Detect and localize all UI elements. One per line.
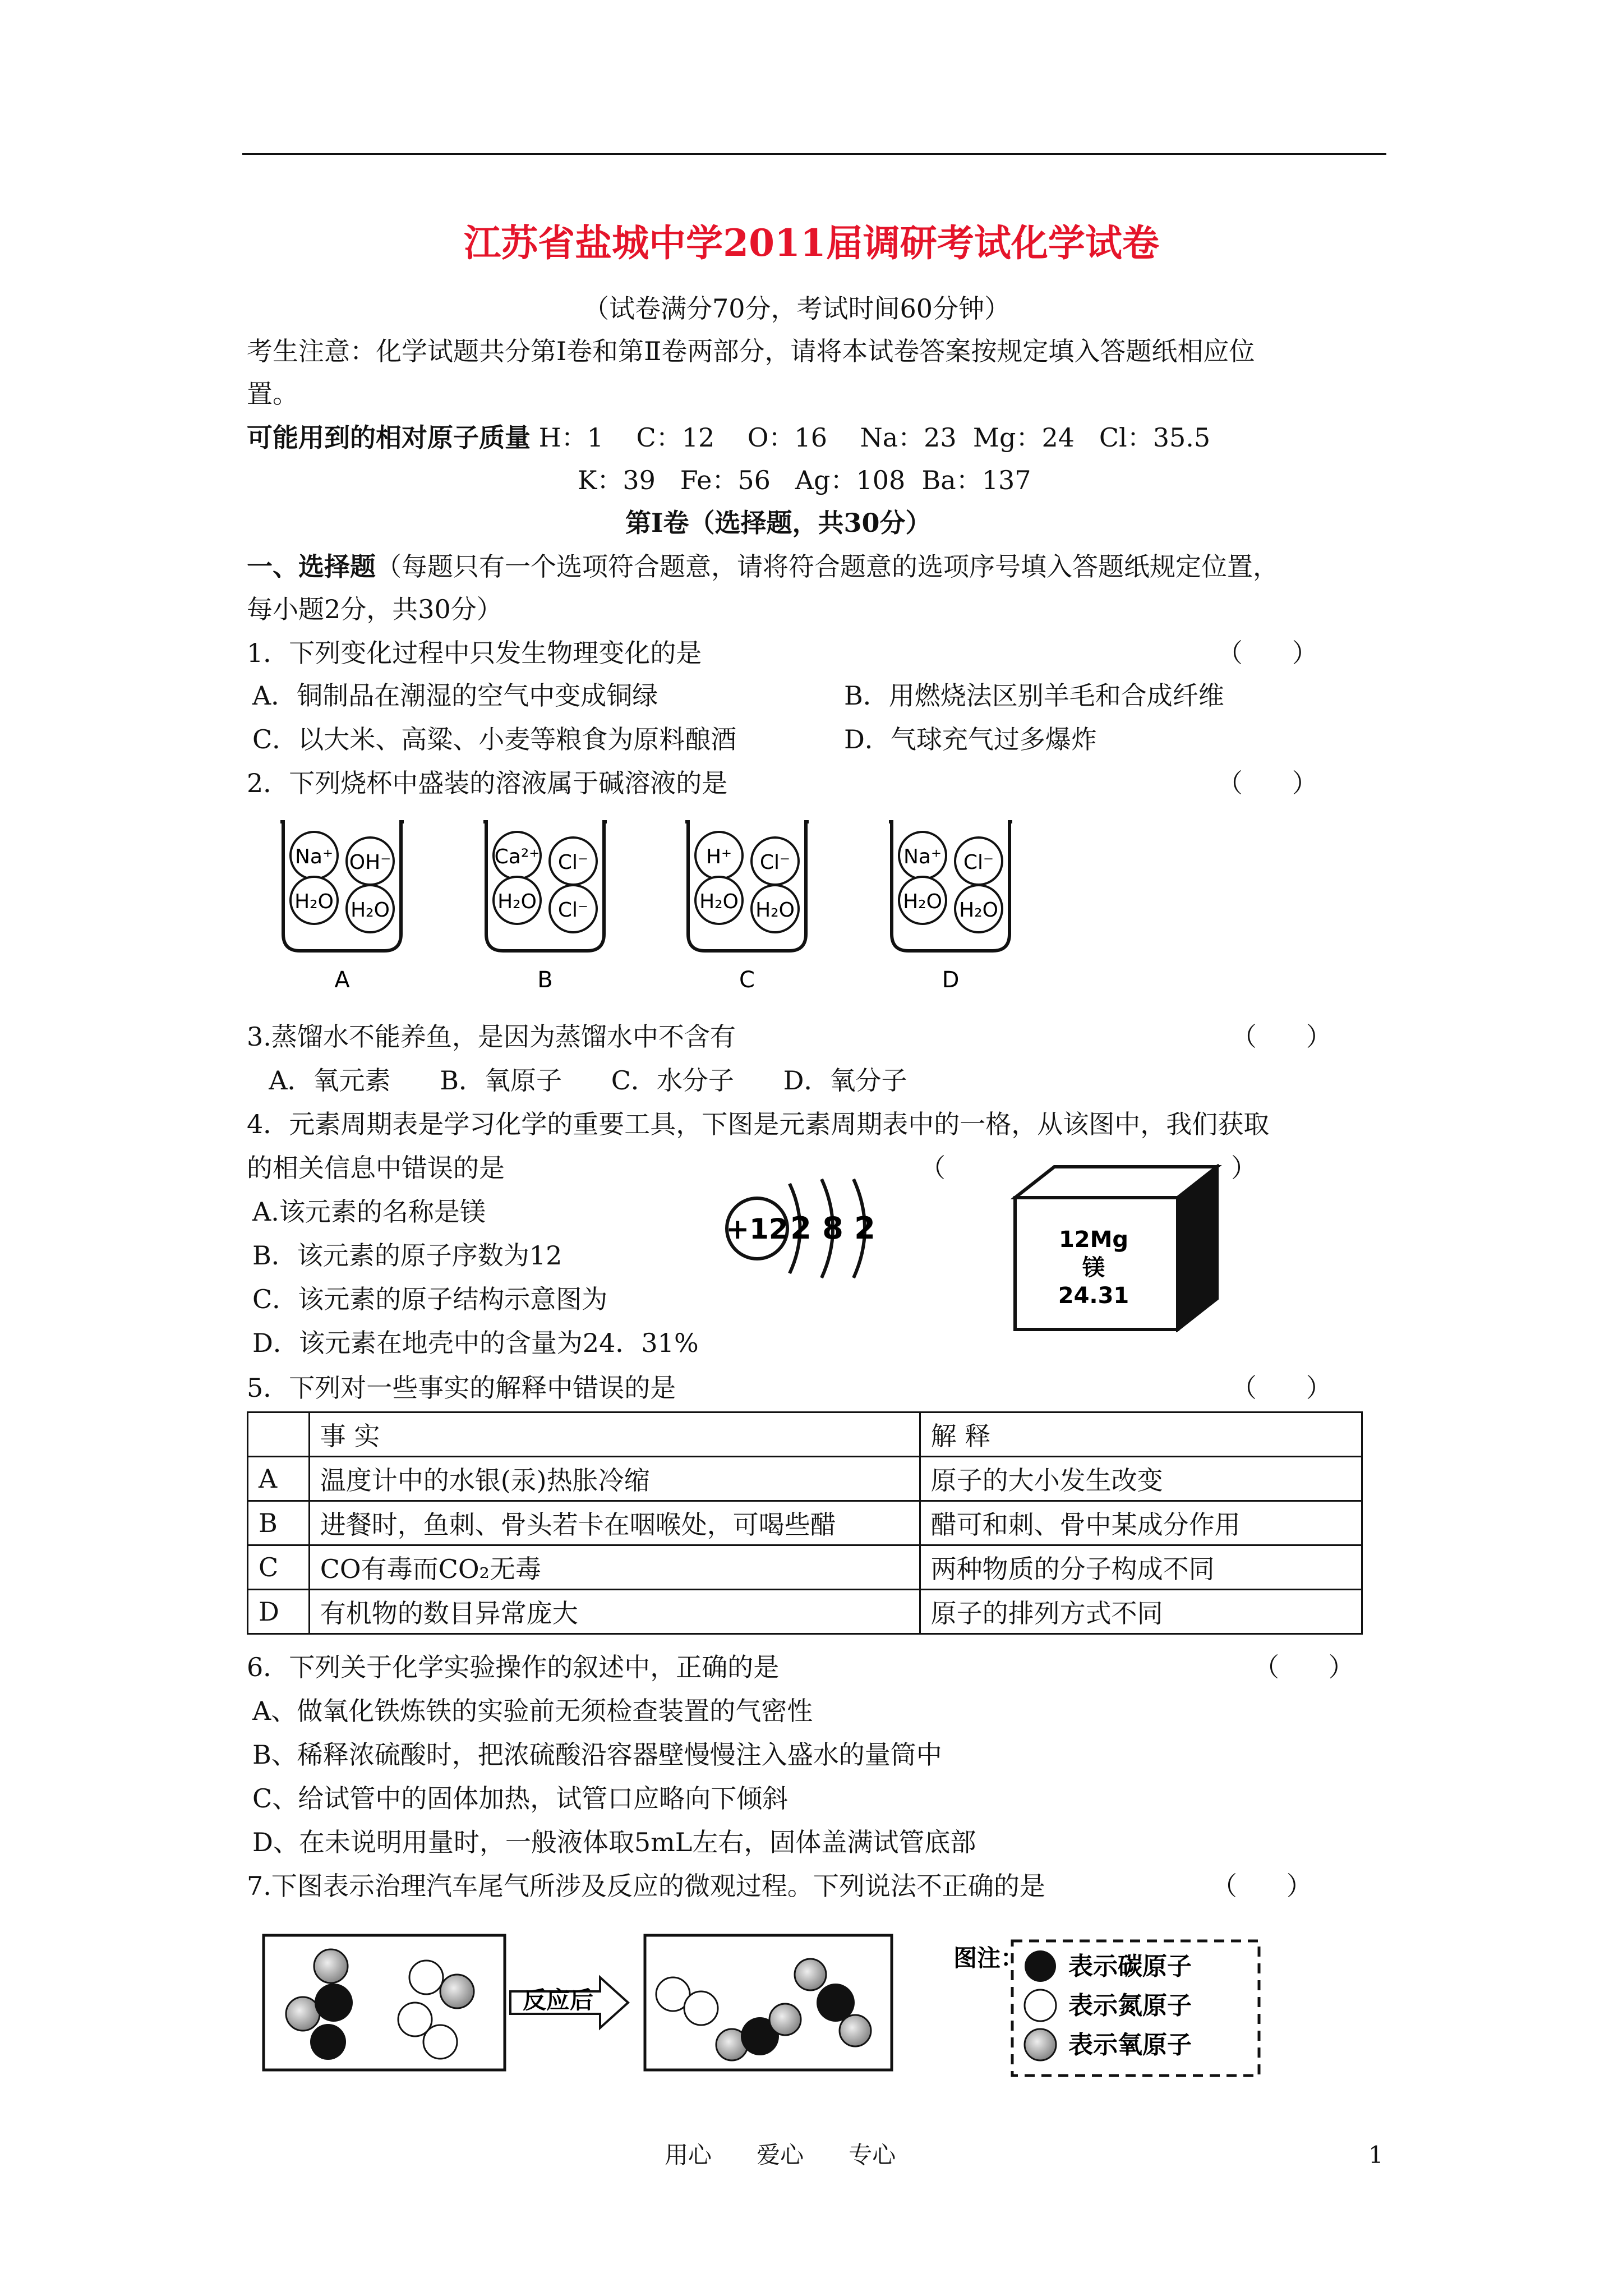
q5-answer-paren: （ ） bbox=[1231, 1373, 1332, 1403]
ion-label: Cl⁻ bbox=[557, 851, 589, 874]
table-cell: 原子的大小发生改变 bbox=[920, 1457, 1362, 1501]
ion-label: Ca²⁺ bbox=[494, 845, 540, 868]
table-cell: B bbox=[248, 1501, 310, 1545]
footer-motto: 用心 爱心 专心 bbox=[665, 2141, 896, 2169]
q3-stem: 3.蒸馏水不能养鱼，是因为蒸馏水中不含有 bbox=[247, 1022, 736, 1052]
table-header-row bbox=[248, 1412, 1362, 1457]
reaction-diagram bbox=[258, 1924, 1267, 2092]
q6-stem: 6．下列关于化学实验操作的叙述中，正确的是 bbox=[247, 1652, 780, 1682]
table-row bbox=[248, 1457, 1362, 1501]
shell-electrons-2: 8 bbox=[822, 1211, 843, 1246]
q6-answer-paren: （ ） bbox=[1253, 1652, 1354, 1682]
legend-title: 图注： bbox=[953, 1944, 1025, 1972]
ion-label: Cl⁻ bbox=[759, 851, 791, 874]
q4-option-a: A.该元素的名称是镁 bbox=[252, 1197, 486, 1227]
table-cell: D bbox=[248, 1590, 310, 1634]
q6-option-d: D、在未说明用量时，一般液体取5mL左右，固体盖满试管底部 bbox=[252, 1827, 976, 1857]
table-cell: 温度计中的水银(汞)热胀冷缩 bbox=[309, 1457, 920, 1501]
ion-label: H₂O bbox=[699, 890, 739, 913]
legend-item-oxygen: 表示氧原子 bbox=[1068, 2031, 1192, 2059]
ion-label: Na⁺ bbox=[903, 845, 942, 868]
beaker-label: D bbox=[942, 967, 960, 993]
atomic-mass-line-1 bbox=[247, 421, 1210, 454]
q7-stem: 7.下图表示治理汽车尾气所涉及反应的微观过程。下列说法不正确的是 bbox=[247, 1871, 1045, 1901]
q7-answer-paren: （ ） bbox=[1211, 1871, 1312, 1901]
table-cell: 有机物的数目异常庞大 bbox=[309, 1590, 920, 1634]
q1-option-b: B．用燃烧法区别羊毛和合成纤维 bbox=[844, 680, 1224, 711]
table-cell: 进餐时，鱼刺、骨头若卡在咽喉处，可喝些醋 bbox=[309, 1501, 920, 1545]
cell-symbol: 12Mg bbox=[1058, 1227, 1129, 1253]
table-cell: 解 释 bbox=[920, 1412, 1362, 1457]
table-row bbox=[248, 1590, 1362, 1634]
q4-stem-1: 4．元素周期表是学习化学的重要工具，下图是元素周期表中的一格，从该图中，我们获取 bbox=[247, 1109, 1270, 1139]
oxygen-atom-icon bbox=[1025, 2029, 1056, 2060]
q1-option-a: A．铜制品在潮湿的空气中变成铜绿 bbox=[252, 680, 658, 711]
table-cell: C bbox=[248, 1545, 310, 1590]
q6-option-b: B、稀释浓硫酸时，把浓硫酸沿容器壁慢慢注入盛水的量筒中 bbox=[252, 1740, 942, 1770]
ion-label: Cl⁻ bbox=[963, 851, 994, 874]
q5-stem: 5．下列对一些事实的解释中错误的是 bbox=[247, 1373, 676, 1403]
q1-stem: 1．下列变化过程中只发生物理变化的是 bbox=[247, 638, 702, 668]
table-row bbox=[248, 1501, 1362, 1545]
q6-option-a: A、做氧化铁炼铁的实验前无须检查装置的气密性 bbox=[252, 1696, 813, 1726]
page-title: 江苏省盐城中学2011届调研考试化学试卷 bbox=[464, 221, 1159, 265]
q1-option-c: C．以大米、高粱、小麦等粮食为原料酿酒 bbox=[252, 724, 737, 754]
q5-facts-table bbox=[247, 1411, 1363, 1635]
score-note: （试卷满分70分，考试时间60分钟） bbox=[583, 293, 1011, 324]
q1-option-d: D．气球充气过多爆炸 bbox=[844, 724, 1097, 754]
q4-option-c: C．该元素的原子结构示意图为 bbox=[252, 1284, 608, 1314]
q1-answer-paren: （ ） bbox=[1217, 638, 1318, 668]
page-number: 1 bbox=[1368, 2141, 1384, 2169]
ion-label: H⁺ bbox=[706, 845, 732, 868]
table-row bbox=[248, 1545, 1362, 1590]
beaker-b bbox=[483, 822, 607, 993]
cell-name: 镁 bbox=[1082, 1255, 1105, 1281]
beaker-label: B bbox=[537, 967, 553, 993]
q4-paren-right: ） bbox=[1231, 1153, 1257, 1183]
beaker-a bbox=[280, 822, 404, 993]
arrow-label: 反应后 bbox=[522, 1986, 594, 2014]
ion-label: Na⁺ bbox=[295, 845, 333, 868]
q4-option-d: D．该元素在地壳中的含量为24．31% bbox=[252, 1328, 699, 1358]
shell-electrons-3: 2 bbox=[854, 1211, 875, 1246]
section-heading: 第Ⅰ卷（选择题，共30分） bbox=[625, 508, 932, 538]
q6-option-c: C、给试管中的固体加热，试管口应略向下倾斜 bbox=[252, 1783, 789, 1814]
q3-answer-paren: （ ） bbox=[1231, 1022, 1332, 1052]
ion-label: H₂O bbox=[294, 890, 334, 913]
nitrogen-atom-icon bbox=[1025, 1990, 1056, 2021]
ion-label: H₂O bbox=[755, 899, 795, 922]
beaker-c bbox=[685, 822, 809, 993]
table-cell: A bbox=[248, 1457, 310, 1501]
atomic-mass-line-2: K：39 Fe：56 Ag：108 Ba：137 bbox=[578, 465, 1031, 495]
beaker-d bbox=[889, 822, 1012, 993]
carbon-atom-icon bbox=[1025, 1950, 1056, 1982]
periodic-table-cell bbox=[1009, 1164, 1223, 1332]
section-intro-text: （每题只有一个选项符合题意，请将符合题意的选项序号填入答题纸规定位置， bbox=[376, 551, 1279, 582]
ion-label: H₂O bbox=[903, 890, 942, 913]
q2-beakers-figure bbox=[269, 816, 1054, 1001]
q4-stem-2: 的相关信息中错误的是 bbox=[247, 1153, 505, 1183]
section-intro bbox=[247, 550, 1279, 583]
q4-paren-left: （ bbox=[920, 1153, 946, 1183]
table-cell: 事 实 bbox=[309, 1412, 920, 1457]
top-rule bbox=[242, 153, 1386, 155]
q2-stem: 2．下列烧杯中盛装的溶液属于碱溶液的是 bbox=[247, 768, 728, 798]
section-intro-label: 一、选择题 bbox=[247, 551, 376, 582]
nucleus-charge: +12 bbox=[726, 1213, 789, 1245]
ion-label: H₂O bbox=[351, 899, 390, 922]
ion-label: Cl⁻ bbox=[557, 899, 589, 922]
ion-label: OH⁻ bbox=[349, 851, 391, 874]
beaker-label: A bbox=[334, 967, 350, 993]
shell-electrons-1: 2 bbox=[790, 1211, 811, 1246]
table-cell: 两种物质的分子构成不同 bbox=[920, 1545, 1362, 1590]
table-cell: 原子的排列方式不同 bbox=[920, 1590, 1362, 1634]
legend-item-nitrogen: 表示氮原子 bbox=[1068, 1991, 1192, 2020]
atomic-mass-label: 可能用到的相对原子质量 bbox=[247, 422, 531, 453]
section-intro-2: 每小题2分，共30分） bbox=[247, 594, 502, 624]
q3-options: A．氧元素 B．氧原子 C．水分子 D．氧分子 bbox=[252, 1065, 907, 1096]
ion-label: H₂O bbox=[497, 890, 537, 913]
beaker-label: C bbox=[739, 967, 755, 993]
cell-mass: 24.31 bbox=[1058, 1283, 1129, 1309]
ion-label: H₂O bbox=[959, 899, 998, 922]
atom-structure-diagram bbox=[718, 1172, 903, 1285]
notice-line-2: 置。 bbox=[247, 379, 298, 409]
table-cell bbox=[248, 1412, 310, 1457]
notice-line-1: 考生注意：化学试题共分第Ⅰ卷和第Ⅱ卷两部分，请将本试卷答案按规定填入答题纸相应位 bbox=[247, 336, 1255, 366]
table-cell: 醋可和刺、骨中某成分作用 bbox=[920, 1501, 1362, 1545]
q2-answer-paren: （ ） bbox=[1217, 768, 1318, 798]
atomic-mass-values-1: H：1 C：12 O：16 Na：23 Mg：24 Cl：35.5 bbox=[531, 422, 1211, 453]
legend-item-carbon: 表示碳原子 bbox=[1068, 1952, 1192, 1981]
q4-option-b: B．该元素的原子序数为12 bbox=[252, 1240, 562, 1271]
table-cell: CO有毒而CO₂无毒 bbox=[309, 1545, 920, 1590]
